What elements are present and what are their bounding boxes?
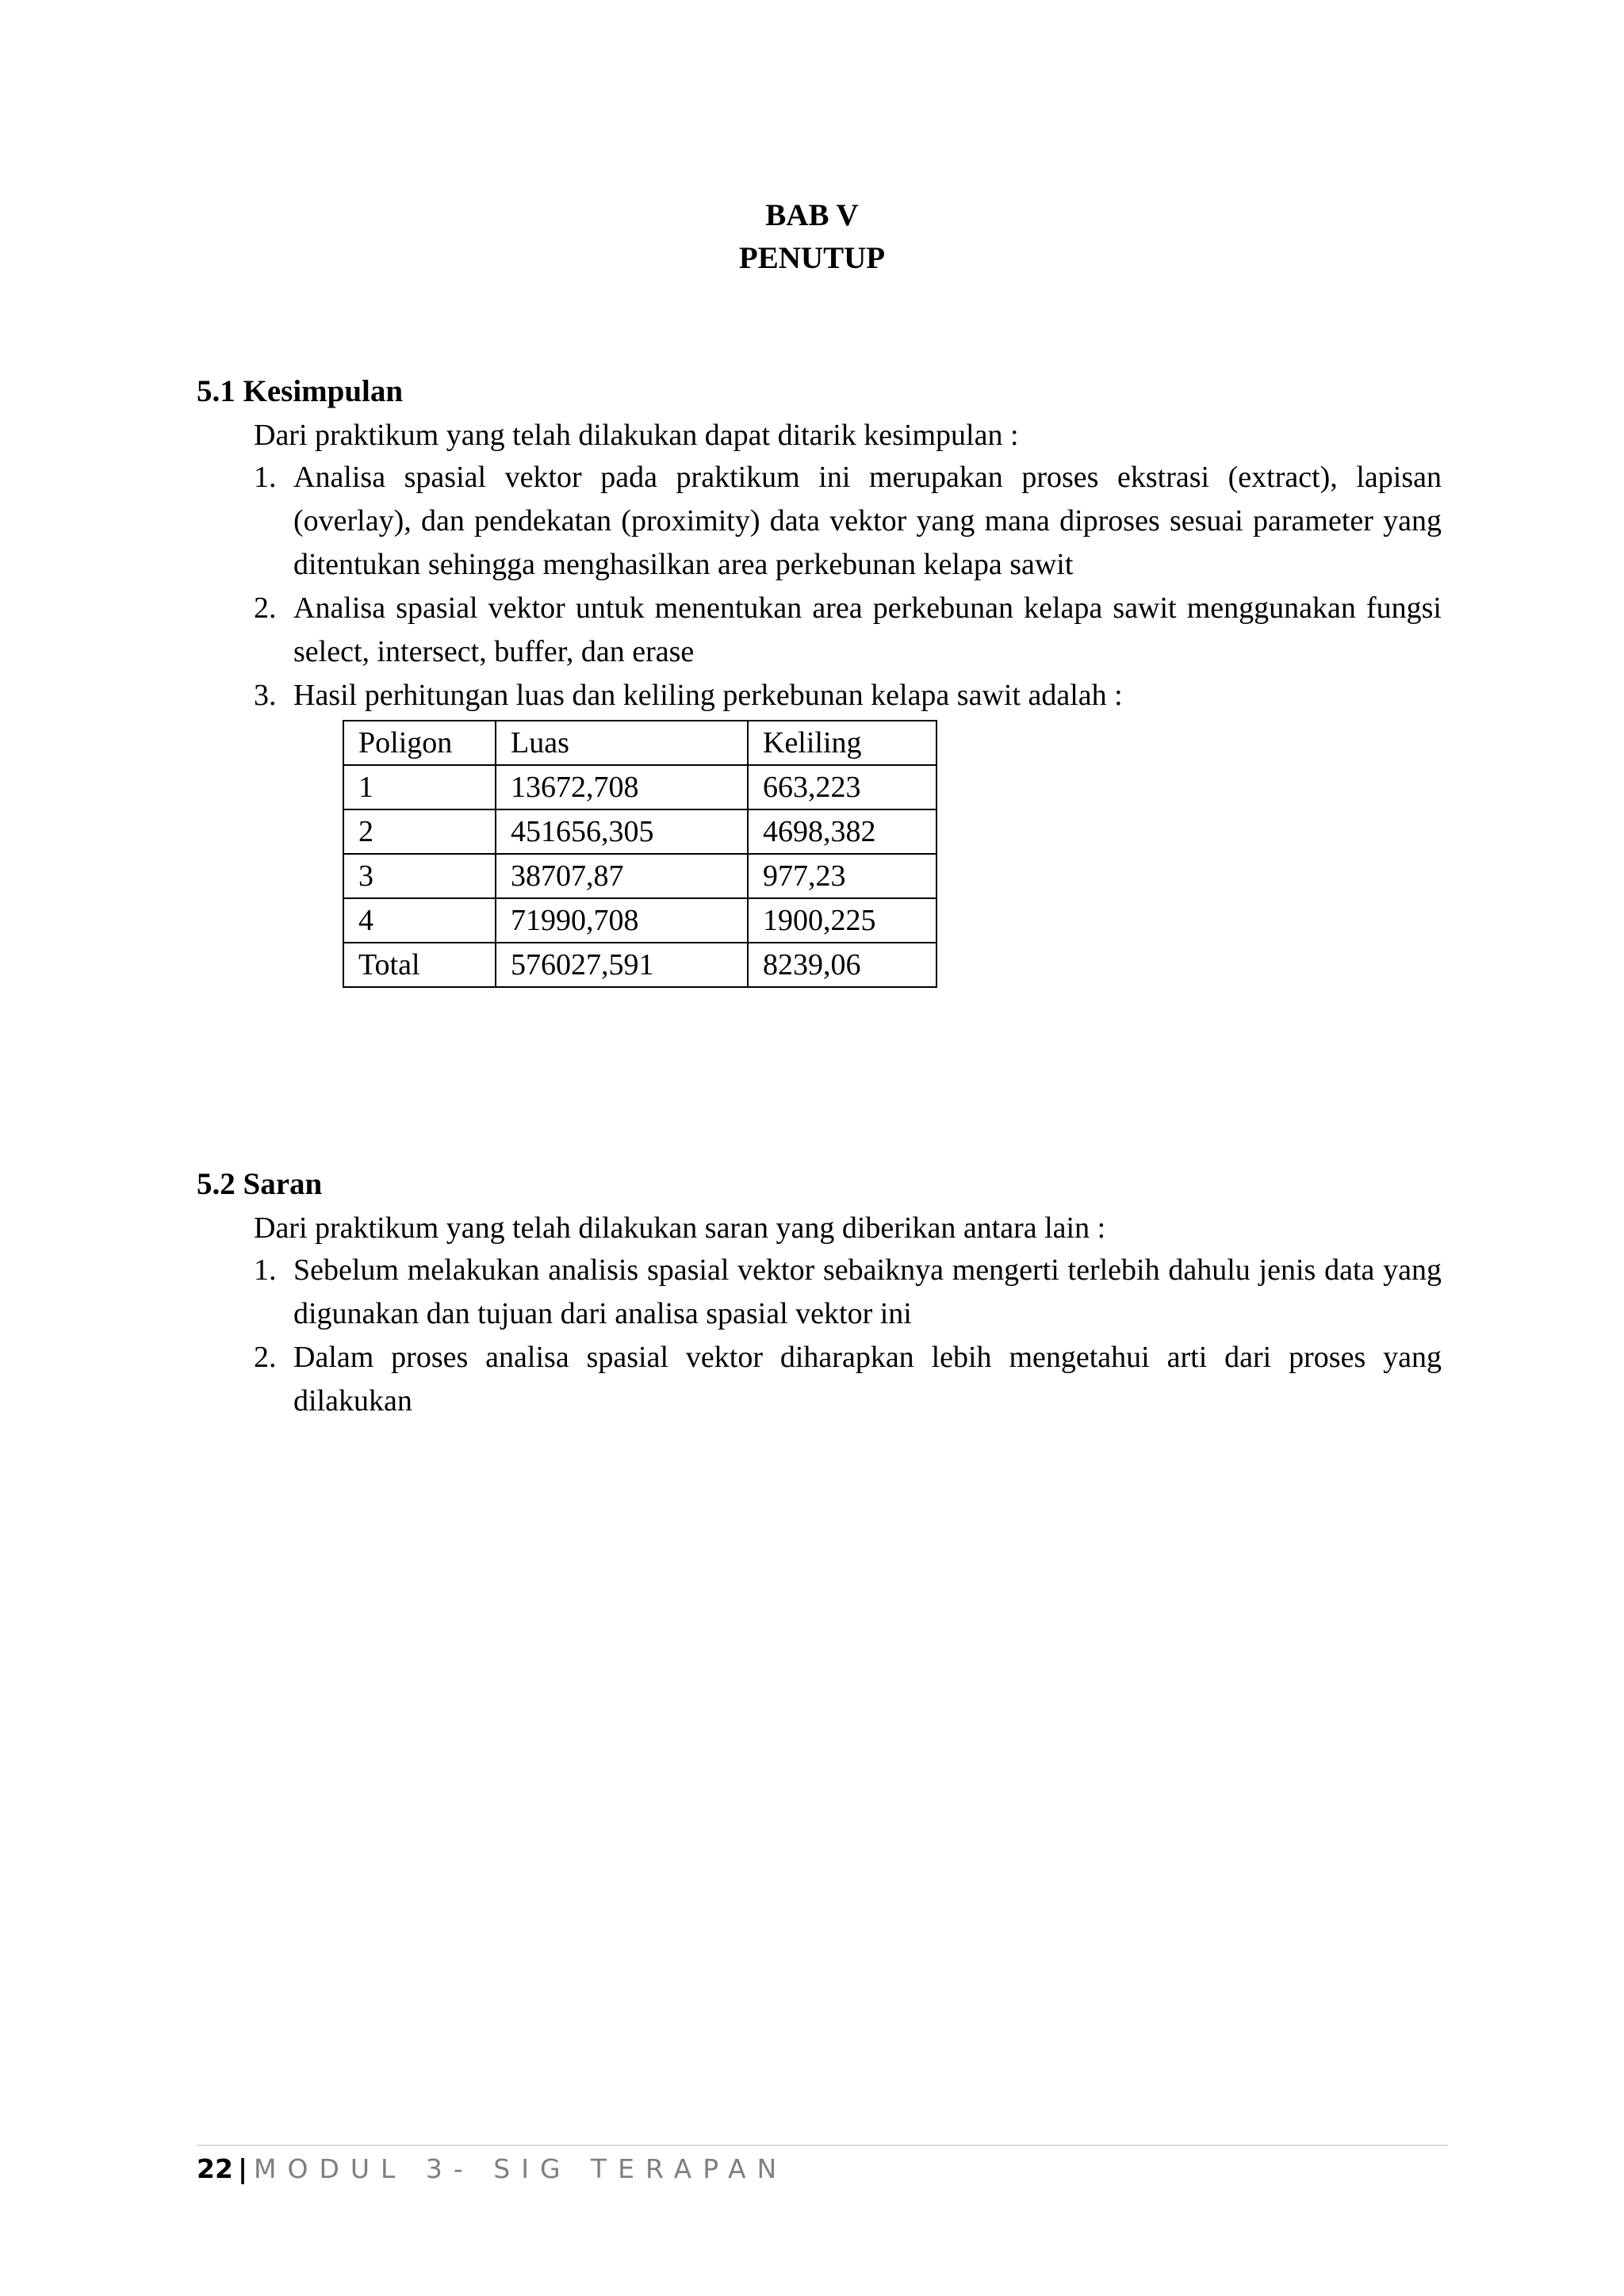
list-item-text: Analisa spasial vektor untuk menentukan area perkebunan kelapa sawit menggunakan fungsi select, intersect, buffer, dan erase: [293, 591, 1442, 668]
table-cell: 576027,591: [496, 943, 748, 987]
table-cell: 38707,87: [496, 854, 748, 898]
table-cell: Total: [343, 943, 496, 987]
list-item-text: Dalam proses analisa spasial vektor diharapkan lebih mengetahui arti dari proses yang dilakukan: [293, 1341, 1442, 1418]
kesimpulan-list: [246, 456, 1442, 718]
list-item-number: 1.: [254, 1253, 277, 1287]
table-cell: 663,223: [748, 765, 936, 809]
kesimpulan-intro: Dari praktikum yang telah dilakukan dapat ditarik kesimpulan :: [254, 419, 1019, 452]
table-row: [343, 765, 936, 809]
table-total-row: [343, 943, 936, 987]
table-row: [343, 854, 936, 898]
page-number: 22: [197, 2153, 233, 2184]
saran-heading: 5.2 Saran: [197, 1167, 323, 1201]
table-cell: 13672,708: [496, 765, 748, 809]
list-item-text: Hasil perhitungan luas dan keliling perkebunan kelapa sawit adalah :: [293, 679, 1123, 712]
table-cell: 4: [343, 898, 496, 943]
table-cell: 2: [343, 809, 496, 854]
table-header-cell: Poligon: [343, 721, 496, 765]
table-row: [343, 809, 936, 854]
chapter-number: BAB V: [765, 198, 859, 232]
table-cell: 451656,305: [496, 809, 748, 854]
footer-module-title: MODUL 3- SIG TERAPAN: [254, 2153, 788, 2184]
table-cell: 3: [343, 854, 496, 898]
chapter-title: PENUTUP: [738, 241, 886, 275]
table-cell: 71990,708: [496, 898, 748, 943]
footer-divider: [197, 2145, 1448, 2146]
list-item: [246, 587, 1442, 674]
results-table: [343, 720, 937, 988]
list-item: [246, 1249, 1442, 1336]
table-cell: 977,23: [748, 854, 936, 898]
table-cell: 8239,06: [748, 943, 936, 987]
list-item-number: 1.: [254, 461, 277, 494]
table-header-cell: Keliling: [748, 721, 936, 765]
table-cell: 4698,382: [748, 809, 936, 854]
kesimpulan-heading: 5.1 Kesimpulan: [197, 374, 404, 408]
table-header-row: [343, 721, 936, 765]
list-item-text: Analisa spasial vektor pada praktikum ini merupakan proses ekstrasi (extract), lapisan (overlay), dan pendekatan (proximity) data vektor yang mana diproses sesuai parameter yang ditentukan sehingga menghasilkan area perkebunan kelapa sawit: [293, 461, 1442, 581]
list-item-number: 3.: [254, 679, 277, 712]
saran-list: [246, 1249, 1442, 1423]
list-item-number: 2.: [254, 591, 277, 625]
list-item: [246, 456, 1442, 587]
table-header-cell: Luas: [496, 721, 748, 765]
list-item-text: Sebelum melakukan analisis spasial vektor sebaiknya mengerti terlebih dahulu jenis data yang digunakan dan tujuan dari analisa spasial vektor ini: [293, 1253, 1442, 1330]
saran-intro: Dari praktikum yang telah dilakukan saran yang diberikan antara lain :: [254, 1211, 1106, 1245]
table-row: [343, 898, 936, 943]
table-cell: 1: [343, 765, 496, 809]
list-item: [246, 674, 1442, 718]
page-footer: [197, 2150, 787, 2188]
list-item: [246, 1336, 1442, 1423]
footer-separator: |: [237, 2153, 247, 2184]
list-item-number: 2.: [254, 1341, 277, 1374]
table-cell: 1900,225: [748, 898, 936, 943]
